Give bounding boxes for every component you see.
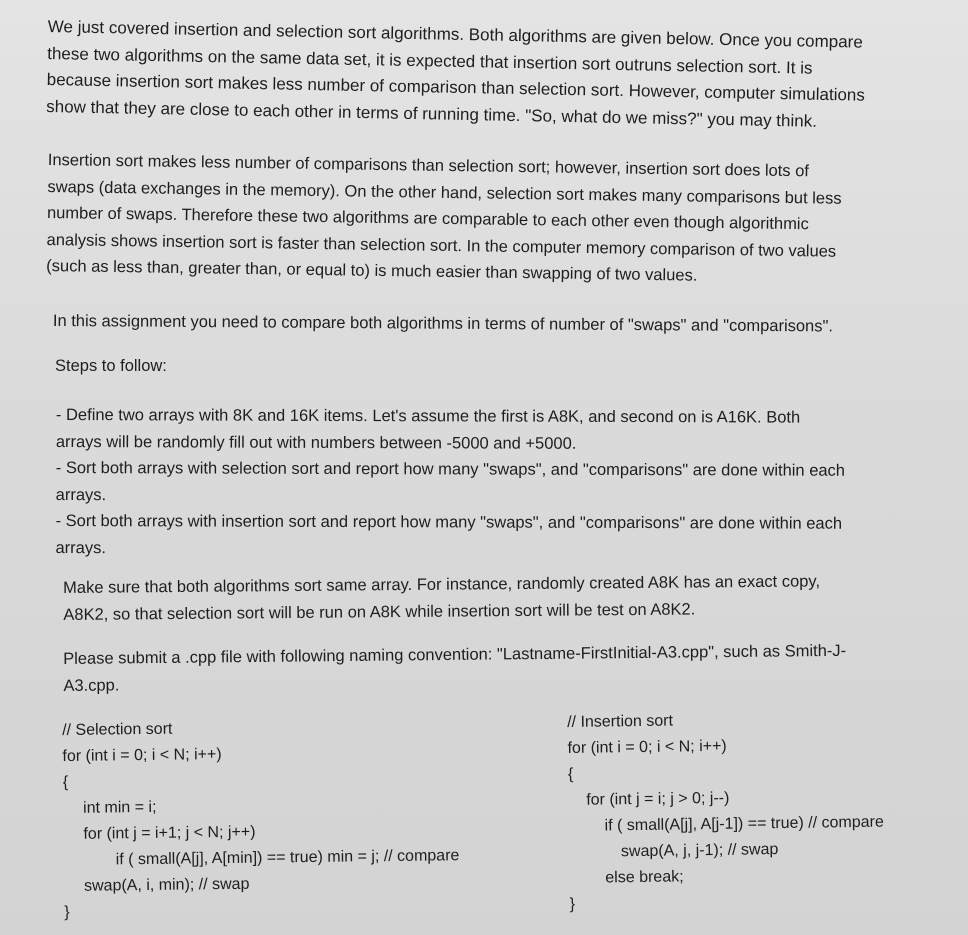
code-comment: // Insertion sort — [567, 712, 674, 731]
steps-heading — [55, 353, 960, 380]
steps-list — [55, 402, 961, 564]
step-line: arrays. — [55, 538, 106, 557]
step-line: - Sort both arrays with insertion sort and report how many "swaps", and "comparisons" are done within each — [55, 511, 843, 533]
insertion-note-line: number of swaps. Therefore these two algorithms are comparable to each other even though algorithmic — [46, 203, 809, 234]
code-line: if ( small(A[j], A[min]) == true) min = j; // compare — [115, 847, 460, 869]
submit-paragraph — [63, 637, 968, 699]
insertion-note-line: swaps (data exchanges in the memory). On the other hand, selection sort makes many comparisons but less — [47, 177, 842, 208]
code-line: int min = i; — [83, 798, 157, 817]
assignment-paragraph — [53, 308, 958, 341]
code-line: { — [567, 765, 574, 783]
step-line: - Sort both arrays with selection sort and report how many "swaps", and "comparisons" are done within each — [55, 458, 846, 480]
steps-heading-text: Steps to follow: — [55, 357, 167, 375]
code-line: if ( small(A[j], A[j-1]) == true) // compare — [604, 813, 884, 835]
same-array-line: A8K2, so that selection sort will be run on A8K while insertion sort will be test on A8K2. — [63, 599, 696, 624]
submit-line: A3.cpp. — [63, 675, 120, 695]
code-line: swap(A, j, j-1); // swap — [620, 841, 779, 861]
step-line: - Define two arrays with 8K and 16K items. Let's assume the first is A8K, and second on is A16K. Both — [55, 405, 801, 427]
code-line: for (int j = i; j > 0; j--) — [586, 789, 730, 809]
intro-line: these two algorithms on the same data set, it is expected that insertion sort outruns selection sort. It is — [47, 43, 813, 78]
code-line: } — [569, 895, 576, 913]
insertion-note-paragraph — [46, 147, 953, 293]
insertion-note-line: (such as less than, greater than, or equal to) is much easier than swapping of two values. — [46, 256, 698, 285]
insertion-sort-code — [567, 706, 885, 918]
submit-line: Please submit a .cpp file with following naming convention: "Lastname-FirstInitial-A3.cpp", such as Smith-J- — [63, 641, 847, 668]
step-line: arrays. — [55, 485, 107, 504]
code-line: for (int i = 0; i < N; i++) — [62, 746, 222, 765]
intro-line: because insertion sort makes less number of comparison than selection sort. However, computer simulations — [46, 69, 866, 105]
intro-line: show that they are close to each other in terms of running time. "So, what do we miss?" you may think. — [46, 96, 818, 131]
intro-line: We just covered insertion and selection sort algorithms. Both algorithms are given below. Once you compare — [47, 16, 863, 52]
code-line: for (int j = i+1; j < N; j++) — [83, 823, 256, 843]
selection-sort-code — [62, 713, 460, 926]
code-line: else break; — [605, 868, 684, 887]
code-line: for (int i = 0; i < N; i++) — [567, 737, 727, 757]
code-line: } — [64, 903, 70, 921]
step-line: arrays will be randomly fill out with numbers between -5000 and +5000. — [55, 432, 577, 453]
code-line: { — [62, 773, 69, 791]
same-array-paragraph — [63, 567, 968, 628]
code-line: swap(A, i, min); // swap — [83, 875, 250, 895]
assignment-text: In this assignment you need to compare both algorithms in terms of number of "swaps" and "comparisons". — [52, 311, 834, 336]
same-array-line: Make sure that both algorithms sort same array. For instance, randomly created A8K has an exact copy, — [63, 572, 821, 597]
intro-paragraph — [46, 14, 953, 137]
insertion-note-line: analysis shows insertion sort is faster than selection sort. In the computer memory comparison of two values — [46, 230, 837, 261]
code-comment: // Selection sort — [62, 720, 173, 739]
insertion-note-line: Insertion sort makes less number of comparisons than selection sort; however, insertion sort does lots of — [47, 150, 810, 181]
